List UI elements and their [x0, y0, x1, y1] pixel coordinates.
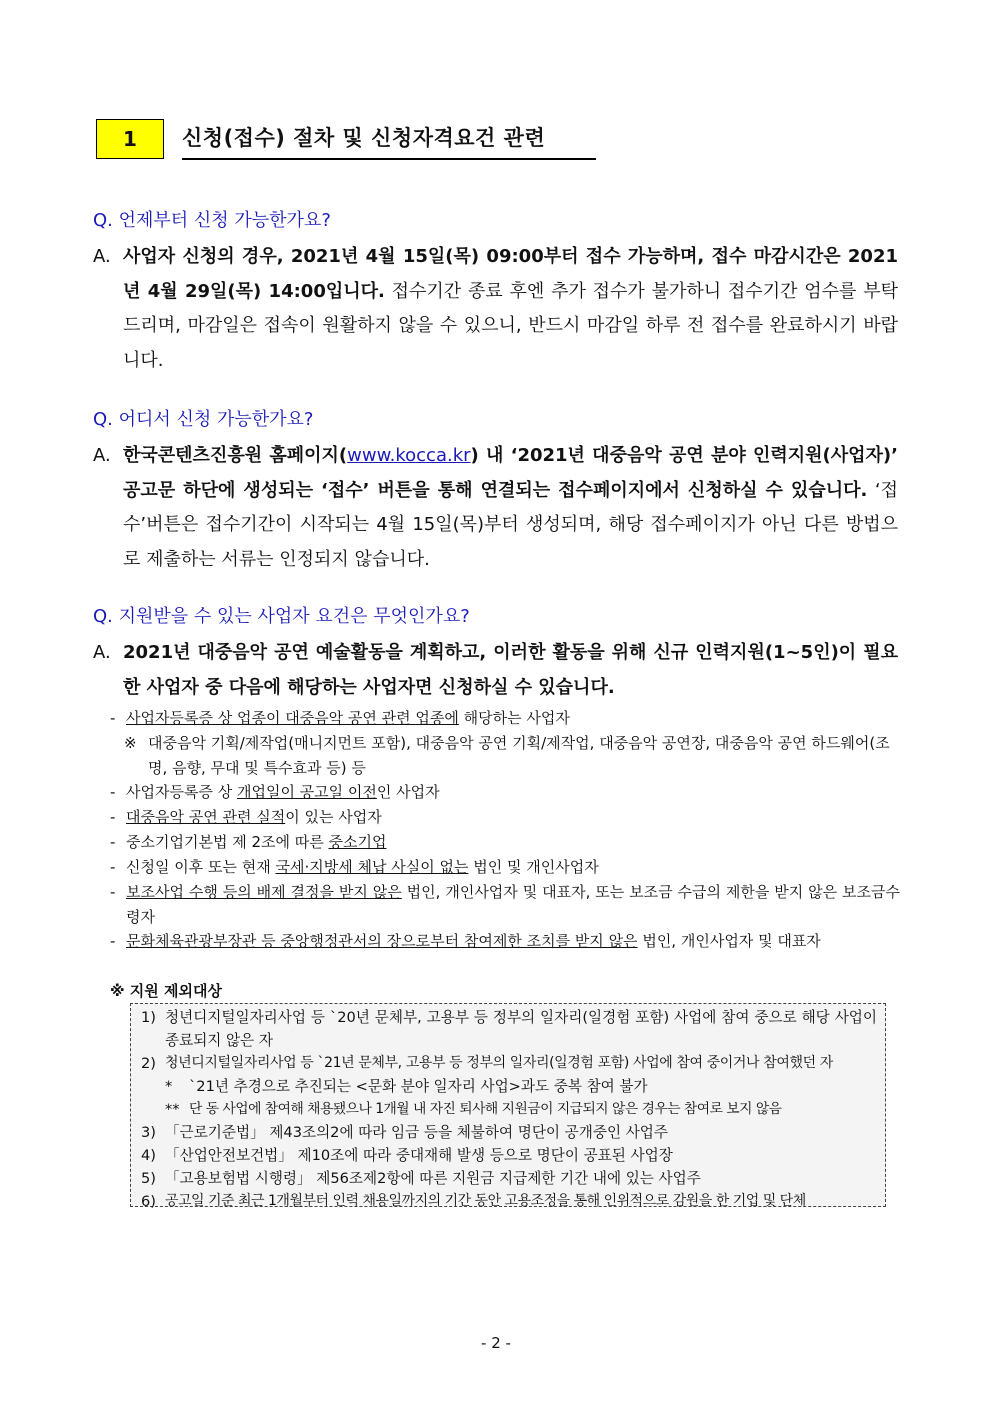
requirement-1-underlined: 사업자등록증 상 업종이 대중음악 공연 관련 업종에	[126, 709, 459, 727]
answer-1	[93, 240, 898, 378]
requirement-1-rest: 해당하는 사업자	[458, 709, 570, 727]
exclusion-item	[141, 1190, 877, 1213]
exclusion-title: ※ 지원 제외대상	[110, 982, 222, 1000]
note-mark: ※	[124, 734, 137, 752]
exclusion-item-text: 공고일 기준 최근 1개월부터 인력 채용일까지의 기간 동안 고용조정을 통해 인위적으로 감원을 한 기업 및 단체	[165, 1193, 806, 1209]
exclusion-item	[141, 1006, 877, 1052]
answer-label: A.	[93, 642, 111, 663]
exclusion-sub-mark: **	[165, 1101, 180, 1118]
answer-3-bold: 2021년 대중음악 공연 예술활동을 계획하고, 이러한 활동을 위해 신규 인력지원(1~5인)이 필요한 사업자 중 다음에 해당하는 사업자면 신청하실 수 있습니다.	[123, 642, 898, 698]
exclusion-sub-text: 단 동 사업에 참여해 채용됐으나 1개월 내 자진 퇴사해 지원금이 지급되지 않은 경우는 참여로 보지 않음	[189, 1101, 782, 1117]
requirement-6-rest: 법인, 개인사업자 및 대표자, 또는 보조금 수급의 제한을 받지 않은 보조금수령자	[126, 883, 900, 926]
requirement-3-rest: 이 있는 사업자	[285, 808, 382, 826]
requirement-4-pre: 중소기업기본법 제 2조에 따른	[126, 833, 329, 851]
answer-label: A.	[93, 445, 111, 466]
exclusion-item-text: 청년디지털일자리사업 등 `21년 문체부, 고용부 등 정부의 일자리(일경험 포함) 사업에 참여 중이거나 참여했던 자	[165, 1055, 833, 1071]
requirement-3-underlined: 대중음악 공연 관련 실적	[126, 808, 286, 826]
requirement-7-underlined: 문화체육관광부장관 등 중앙행정관서의 장으로부터 참여제한 조치를 받지 않은	[126, 932, 638, 950]
bullet-dash: -	[110, 932, 116, 950]
answer-label: A.	[93, 246, 111, 267]
bullet-dash: -	[110, 858, 116, 876]
requirement-2-rest: 인 사업자	[376, 783, 440, 801]
bullet-dash: -	[110, 808, 116, 826]
exclusion-item	[141, 1144, 877, 1167]
requirement-2-underlined: 개업일이 공고일 이전	[236, 783, 377, 801]
kocca-link[interactable]: www.kocca.kr	[347, 445, 471, 466]
answer-1-rest: 접수기간 종료 후엔 추가 접수가 불가하니 접수기간 엄수를 부탁드리며, 마감일은 접속이 원활하지 않을 수 있으니, 반드시 마감일 하루 전 접수를 완료하시기 바랍니다.	[123, 280, 898, 371]
exclusion-item-text: 「근로기준법」 제43조의2에 따라 임금 등을 체불하여 명단이 공개중인 사업주	[165, 1124, 668, 1141]
page-number: - 2 -	[481, 1334, 511, 1352]
exclusion-item-number: 6)	[141, 1193, 156, 1210]
exclusion-item-number: 2)	[141, 1055, 156, 1072]
question-2: Q. 어디서 신청 가능한가요?	[93, 409, 314, 430]
exclusion-item-number: 5)	[141, 1170, 156, 1187]
answer-1-bold: 사업자 신청의 경우, 2021년 4월 15일(목) 09:00부터 접수 가능하며, 접수 마감시간은 2021년 4월 29일(목) 14:00입니다.	[123, 246, 898, 302]
section-number: 1	[96, 119, 164, 159]
answer-2-rest: ‘접수’버튼은 접수기간이 시작되는 4월 15일(목)부터 생성되며, 해당 접수페이지가 아닌 다른 방법으로 제출하는 서류는 인정되지 않습니다.	[123, 479, 898, 570]
exclusion-item	[141, 1167, 877, 1190]
exclusion-sub-item	[141, 1098, 877, 1121]
answer-3	[93, 636, 898, 705]
requirement-7	[110, 929, 900, 954]
exclusion-item-text: 「산업안전보건법」 제10조에 따라 중대재해 발생 등으로 명단이 공표된 사업장	[165, 1147, 673, 1164]
requirement-2	[110, 780, 900, 805]
exclusion-sub-mark: *	[165, 1078, 173, 1095]
requirement-5-pre: 신청일 이후 또는 현재	[126, 858, 276, 876]
requirement-3	[110, 805, 900, 830]
answer-2-bold-2: ) 내 ‘2021년 대중음악 공연 분야 인력지원(사업자)’ 공고문 하단에 생성되는 ‘접수’ 버튼을 통해 연결되는 접수페이지에서 신청하실 수 있습니다.	[123, 445, 898, 501]
question-3: Q. 지원받을 수 있는 사업자 요건은 무엇인가요?	[93, 606, 470, 627]
question-1: Q. 언제부터 신청 가능한가요?	[93, 210, 331, 231]
exclusion-item-text: 「고용보험법 시행령」 제56조제2항에 따른 지원금 지급제한 기간 내에 있는 사업주	[165, 1170, 701, 1187]
bullet-dash: -	[110, 709, 116, 727]
requirement-5-rest: 법인 및 개인사업자	[468, 858, 599, 876]
exclusion-item-number: 3)	[141, 1124, 156, 1141]
requirement-1-note-text: 대중음악 기획/제작업(매니지먼트 포함), 대중음악 공연 기획/제작업, 대중음악 공연장, 대중음악 공연 하드웨어(조명, 음향, 무대 및 특수효과 등) 등	[148, 734, 890, 777]
exclusion-item	[141, 1052, 877, 1075]
requirement-7-rest: 법인, 개인사업자 및 대표자	[637, 932, 821, 950]
bullet-dash: -	[110, 833, 116, 851]
requirement-6-underlined: 보조사업 수행 등의 배제 결정을 받지 않은	[126, 883, 402, 901]
exclusion-item	[141, 1121, 877, 1144]
exclusion-item-number: 4)	[141, 1147, 156, 1164]
requirement-1-note	[124, 731, 900, 780]
requirement-6	[110, 880, 900, 929]
exclusion-sub-item	[141, 1075, 877, 1098]
exclusion-item-text: 청년디지털일자리사업 등 `20년 문체부, 고용부 등 정부의 일자리(일경험 포함) 사업에 참여 중으로 해당 사업이 종료되지 않은 자	[165, 1009, 877, 1049]
requirement-5-underlined: 국세·지방세 체납 사실이 없는	[275, 858, 469, 876]
answer-2-bold-1: 한국콘텐츠진흥원 홈페이지(	[123, 445, 348, 466]
exclusion-item-number: 1)	[141, 1009, 156, 1026]
section-title: 신청(접수) 절차 및 신청자격요건 관련	[182, 122, 596, 160]
exclusion-sub-text: `21년 추경으로 추진되는 <문화 분야 일자리 사업>과도 중복 참여 불가	[189, 1078, 648, 1095]
requirement-5	[110, 855, 900, 880]
requirement-4	[110, 830, 900, 855]
requirement-4-underlined: 중소기업	[328, 833, 387, 851]
exclusion-box	[130, 1003, 886, 1210]
bullet-dash: -	[110, 883, 116, 901]
requirement-1	[110, 706, 900, 731]
requirement-2-pre: 사업자등록증 상	[126, 783, 237, 801]
answer-2	[93, 439, 898, 577]
bullet-dash: -	[110, 783, 116, 801]
